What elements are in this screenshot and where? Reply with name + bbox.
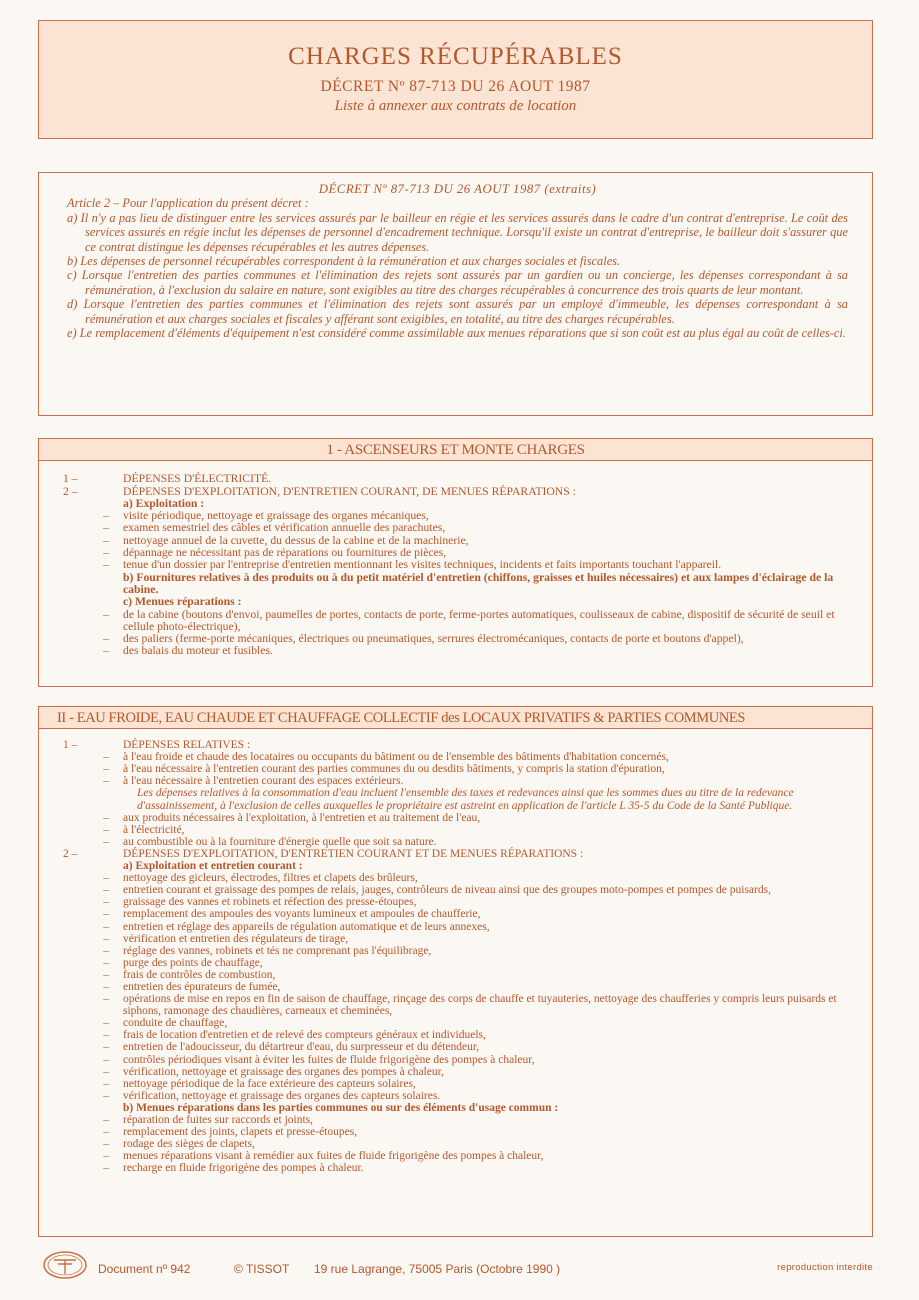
list-item bbox=[63, 645, 846, 657]
item-label: DÉPENSES D'ÉLECTRICITÉ. bbox=[123, 472, 272, 486]
section-eau-chauffage bbox=[38, 706, 873, 1237]
item-number: 2 – bbox=[63, 847, 78, 860]
bullet-dash: – bbox=[103, 632, 109, 646]
list-item bbox=[63, 1126, 846, 1138]
list-item bbox=[63, 1078, 846, 1090]
list-item-text: à l'électricité, bbox=[123, 823, 185, 836]
section-ascenseurs bbox=[38, 438, 873, 687]
bullet-dash: – bbox=[103, 884, 109, 897]
list-item-text: des balais du moteur et fusibles. bbox=[123, 644, 273, 658]
list-item-text: réparation de fuites sur raccords et joints, bbox=[123, 1114, 314, 1126]
list-item bbox=[63, 872, 846, 884]
list-item-text: nettoyage périodique de la face extérieure des capteurs solaires, bbox=[123, 1077, 416, 1090]
bullet-dash: – bbox=[103, 1029, 109, 1042]
list-item-text: entretien et réglage des appareils de régulation automatique et de leurs annexes, bbox=[123, 920, 490, 933]
page-title: CHARGES RÉCUPÉRABLES bbox=[288, 43, 623, 70]
list-item-text: opérations de mise en repos en fin de saison de chauffage, rinçage des corps de chauffe et tuyauteries, nettoyage des chaufferies y compris leurs puisards et siphons, ramonage des chaudières, carneaux et cheminées, bbox=[123, 993, 837, 1018]
list-item-text: de la cabine (boutons d'envoi, paumelles de portes, contacts de porte, ferme-portes automatiques, coulisseaux de cabine, dispositif de sécurité de seuil et cellule photo-électrique), bbox=[123, 607, 835, 633]
list-item bbox=[63, 559, 846, 571]
list-item bbox=[63, 1041, 846, 1053]
header-box bbox=[38, 20, 873, 139]
decree-paragraph: e) Le remplacement d'éléments d'équipement n'est considéré comme assimilable aux menues réparations que si son coût est au plus égal au coût de celles-ci. bbox=[67, 326, 846, 341]
decree-extract-title: DÉCRET Nº 87-713 DU 26 AOUT 1987 (extraits) bbox=[318, 182, 597, 196]
section-item bbox=[63, 848, 846, 860]
list-item bbox=[63, 921, 846, 933]
bullet-dash: – bbox=[103, 1162, 109, 1175]
bullet-dash: – bbox=[103, 932, 109, 945]
bullet-dash: – bbox=[103, 835, 109, 848]
bullet-dash: – bbox=[103, 775, 109, 788]
subsection-label: a) Exploitation : bbox=[123, 496, 205, 510]
subsection-label: b) Menues réparations dans les parties communes ou sur des éléments d'usage commun : bbox=[123, 1101, 559, 1114]
list-item bbox=[63, 763, 846, 775]
bullet-dash: – bbox=[103, 956, 109, 969]
bullet-dash: – bbox=[103, 944, 109, 957]
bullet-dash: – bbox=[103, 1065, 109, 1078]
item-number: 2 – bbox=[63, 484, 78, 498]
list-item bbox=[63, 1029, 846, 1041]
section-title: II - EAU FROIDE, EAU CHAUDE ET CHAUFFAGE COLLECTIF des LOCAUX PRIVATIFS & PARTIES COMMUNES bbox=[39, 707, 872, 729]
bullet-dash: – bbox=[103, 1077, 109, 1090]
list-item-text: entretien de l'adoucisseur, du détartreur d'eau, du surpresseur et du détendeur, bbox=[123, 1041, 480, 1054]
bullet-dash: – bbox=[103, 896, 109, 909]
list-item bbox=[63, 933, 846, 945]
footer bbox=[42, 1250, 877, 1280]
list-item bbox=[63, 908, 846, 920]
bullet-dash: – bbox=[103, 751, 109, 764]
list-item-text: vérification et entretien des régulateurs de tirage, bbox=[123, 932, 349, 945]
subsection-label: c) Menues réparations : bbox=[123, 595, 242, 609]
list-item-text: graissage des vannes et robinets et réfection des presse-étoupes, bbox=[123, 896, 417, 909]
list-item-text: dépannage ne nécessitant pas de réparations ou fournitures de pièces, bbox=[123, 546, 447, 560]
bullet-list bbox=[63, 751, 846, 787]
list-item-text: vérification, nettoyage et graissage des organes des capteurs solaires. bbox=[123, 1089, 441, 1102]
list-item bbox=[63, 957, 846, 969]
list-item bbox=[63, 836, 846, 848]
list-item bbox=[63, 609, 846, 634]
bullet-dash: – bbox=[103, 980, 109, 993]
bullet-dash: – bbox=[103, 558, 109, 572]
list-item-text: des paliers (ferme-porte mécaniques, électriques ou pneumatiques, serrures électromécaniques, contacts de porte et boutons d'appel), bbox=[123, 632, 744, 646]
bullet-list bbox=[63, 510, 846, 571]
list-item bbox=[63, 945, 846, 957]
list-item bbox=[63, 1150, 846, 1162]
decree-paragraph: b) Les dépenses de personnel récupérables correspondent à la rémunération et aux charges sociales et fiscales. bbox=[67, 254, 621, 269]
bullet-dash: – bbox=[103, 1126, 109, 1139]
bullet-dash: – bbox=[103, 920, 109, 933]
list-item-text: menues réparations visant à remédier aux fuites de fluide frigorigène des pompes à chaleur, bbox=[123, 1150, 544, 1163]
section-title: 1 - ASCENSEURS ET MONTE CHARGES bbox=[39, 439, 872, 461]
list-item-text: frais de contrôles de combustion, bbox=[123, 968, 276, 981]
list-item-text: à l'eau nécessaire à l'entretien courant des espaces extérieurs. bbox=[123, 775, 404, 788]
list-item-text: à l'eau froide et chaude des locataires ou occupants du bâtiment ou de l'ensemble des bâtiments d'habitation concernés, bbox=[123, 751, 669, 764]
document-number: Document nº 942 bbox=[98, 1262, 191, 1276]
list-item bbox=[63, 775, 846, 787]
list-item-text: aux produits nécessaires à l'exploitation, à l'entretien et au traitement de l'eau, bbox=[123, 811, 481, 824]
list-item-text: à l'eau nécessaire à l'entretien courant des parties communes du ou desdits bâtiments, y compris la station d'épuration, bbox=[123, 763, 665, 776]
list-item bbox=[63, 896, 846, 908]
bullet-dash: – bbox=[103, 908, 109, 921]
bullet-dash: – bbox=[103, 521, 109, 535]
list-item-text: visite périodique, nettoyage et graissage des organes mécaniques, bbox=[123, 509, 429, 523]
list-item-text: tenue d'un dossier par l'entreprise d'entretien mentionnant les visites techniques, incidents et faits importants touchant l'appareil. bbox=[123, 558, 722, 572]
list-item bbox=[63, 993, 846, 1017]
bullet-list bbox=[63, 1114, 846, 1174]
item-number: 1 – bbox=[63, 472, 78, 486]
water-consumption-note: Les dépenses relatives à la consommation d'eau incluent l'ensemble des taxes et redevances ainsi que les sommes dues au titre de la redevance d'assainissement, à l'exclusion de celles auxquelles le propriétaire est astreint en application de l'article L 35-5 du Code de la Santé Publique. bbox=[137, 787, 794, 812]
list-item bbox=[63, 1162, 846, 1174]
bullet-list bbox=[63, 872, 846, 1102]
list-item bbox=[63, 1138, 846, 1150]
bullet-dash: – bbox=[103, 1114, 109, 1126]
publisher-address: 19 rue Lagrange, 75005 Paris (Octobre 1990 ) bbox=[314, 1262, 561, 1276]
list-item bbox=[63, 969, 846, 981]
list-item-text: contrôles périodiques visant à éviter les fuites de fluide frigorigène des pompes à chaleur, bbox=[123, 1053, 535, 1066]
list-item-text: entretien des épurateurs de fumée, bbox=[123, 980, 281, 993]
list-item bbox=[63, 824, 846, 836]
decree-paragraph: d) Lorsque l'entretien des parties communes et l'élimination des rejets sont assurés par un employé d'immeuble, les dépenses correspondant à sa rémunération et aux charges sociales et fiscales y afférant sont exigibles, en totalité, au titre des charges récupérables. bbox=[67, 297, 848, 326]
bullet-dash: – bbox=[103, 1017, 109, 1030]
list-item bbox=[63, 751, 846, 763]
list-item-text: conduite de chauffage, bbox=[123, 1017, 228, 1030]
list-item-text: réglage des vannes, robinets et tés ne comprenant pas l'équilibrage, bbox=[123, 944, 432, 957]
list-item-text: remplacement des joints, clapets et presse-étoupes, bbox=[123, 1126, 358, 1139]
bullet-dash: – bbox=[103, 872, 109, 885]
list-item bbox=[63, 884, 846, 896]
bullet-dash: – bbox=[103, 823, 109, 836]
bullet-dash: – bbox=[103, 968, 109, 981]
list-item-text: entretien courant et graissage des pompes de relais, jauges, contrôleurs de niveau ainsi que des groupes moto-pompes et pompes de puisards, bbox=[123, 884, 771, 897]
list-item-text: remplacement des ampoules des voyants lumineux et ampoules de chaufferie, bbox=[123, 908, 481, 921]
section-item bbox=[63, 739, 846, 751]
section-item bbox=[63, 473, 846, 485]
page-subtitle: Liste à annexer aux contrats de location bbox=[334, 98, 577, 114]
bullet-dash: – bbox=[103, 1053, 109, 1066]
decree-paragraph: c) Lorsque l'entretien des parties communes et l'élimination des rejets sont assurés par un gardien ou un concierge, les dépenses correspondant à sa rémunération, à l'exclusion du salaire en nature, sont exigibles au titre des charges récupérables à concurrence des trois quarts de leur montant. bbox=[67, 268, 848, 297]
item-label: DÉPENSES D'EXPLOITATION, D'ENTRETIEN COURANT ET DE MENUES RÉPARATIONS : bbox=[123, 847, 584, 860]
subsection-label: b) Fournitures relatives à des produits ou à du petit matériel d'entretien (chiffons, graisses et huiles nécessaires) et aux lampes d'éclairage de la cabine. bbox=[123, 570, 834, 596]
decree-paragraph: a) Il n'y a pas lieu de distinguer entre les services assurés par le bailleur en régie et les services assurés dans le cadre d'un contrat d'entreprise. Le coût des services assurés en régie inclut les dépenses de personnel d'encadrement technique. Lorsqu'il existe un contrat d'entreprise, le bailleur doit s'assurer que ce contrat distingue les dépenses récupérables et les autres dépenses. bbox=[67, 210, 848, 254]
bullet-dash: – bbox=[103, 993, 109, 1006]
list-item bbox=[63, 522, 846, 534]
bullet-dash: – bbox=[103, 1138, 109, 1151]
bullet-dash: – bbox=[103, 1089, 109, 1102]
list-item bbox=[63, 1017, 846, 1029]
list-item-text: nettoyage des gicleurs, électrodes, filtres et clapets des brûleurs, bbox=[123, 872, 418, 885]
list-item-text: vérification, nettoyage et graissage des organes des pompes à chaleur, bbox=[123, 1065, 444, 1078]
bullet-dash: – bbox=[103, 644, 109, 658]
list-item-text: rodage des sièges de clapets, bbox=[123, 1138, 255, 1151]
list-item bbox=[63, 1066, 846, 1078]
bullet-dash: – bbox=[103, 509, 109, 523]
item-number: 1 – bbox=[63, 739, 78, 752]
bullet-dash: – bbox=[103, 1150, 109, 1163]
list-item bbox=[63, 1090, 846, 1102]
list-item bbox=[63, 812, 846, 824]
bullet-dash: – bbox=[103, 763, 109, 776]
decree-reference: DÉCRET Nº 87-713 DU 26 AOUT 1987 bbox=[320, 78, 591, 95]
decree-extract-box bbox=[38, 172, 873, 416]
copyright: © TISSOT bbox=[234, 1262, 290, 1276]
subsection-label: a) Exploitation et entretien courant : bbox=[123, 860, 303, 873]
item-label: DÉPENSES D'EXPLOITATION, D'ENTRETIEN COURANT, DE MENUES RÉPARATIONS : bbox=[123, 484, 576, 498]
bullet-dash: – bbox=[103, 1041, 109, 1054]
bullet-dash: – bbox=[103, 607, 109, 621]
list-item-text: examen semestriel des câbles et vérification annuelle des parachutes, bbox=[123, 521, 446, 535]
bullet-dash: – bbox=[103, 533, 109, 547]
bullet-dash: – bbox=[103, 546, 109, 560]
decree-intro: Article 2 – Pour l'application du présent décret : bbox=[67, 196, 309, 211]
list-item-text: frais de location d'entretien et de relevé des compteurs généraux et individuels, bbox=[123, 1029, 486, 1042]
item-label: DÉPENSES RELATIVES : bbox=[123, 739, 251, 752]
list-item bbox=[63, 1054, 846, 1066]
bullet-dash: – bbox=[103, 811, 109, 824]
reproduction-notice: reproduction interdite bbox=[777, 1262, 873, 1273]
list-item-text: purge des points de chauffage, bbox=[123, 956, 263, 969]
list-item-text: au combustible ou à la fourniture d'énergie quelle que soit sa nature. bbox=[123, 835, 437, 848]
list-item bbox=[63, 1114, 846, 1126]
list-item-text: recharge en fluide frigorigène des pompes à chaleur. bbox=[123, 1162, 364, 1175]
list-item-text: nettoyage annuel de la cuvette, du dessus de la cabine et de la machinerie, bbox=[123, 533, 469, 547]
bullet-list bbox=[63, 812, 846, 848]
bullet-list bbox=[63, 609, 846, 658]
tissot-logo-icon bbox=[42, 1250, 88, 1280]
list-item bbox=[63, 981, 846, 993]
